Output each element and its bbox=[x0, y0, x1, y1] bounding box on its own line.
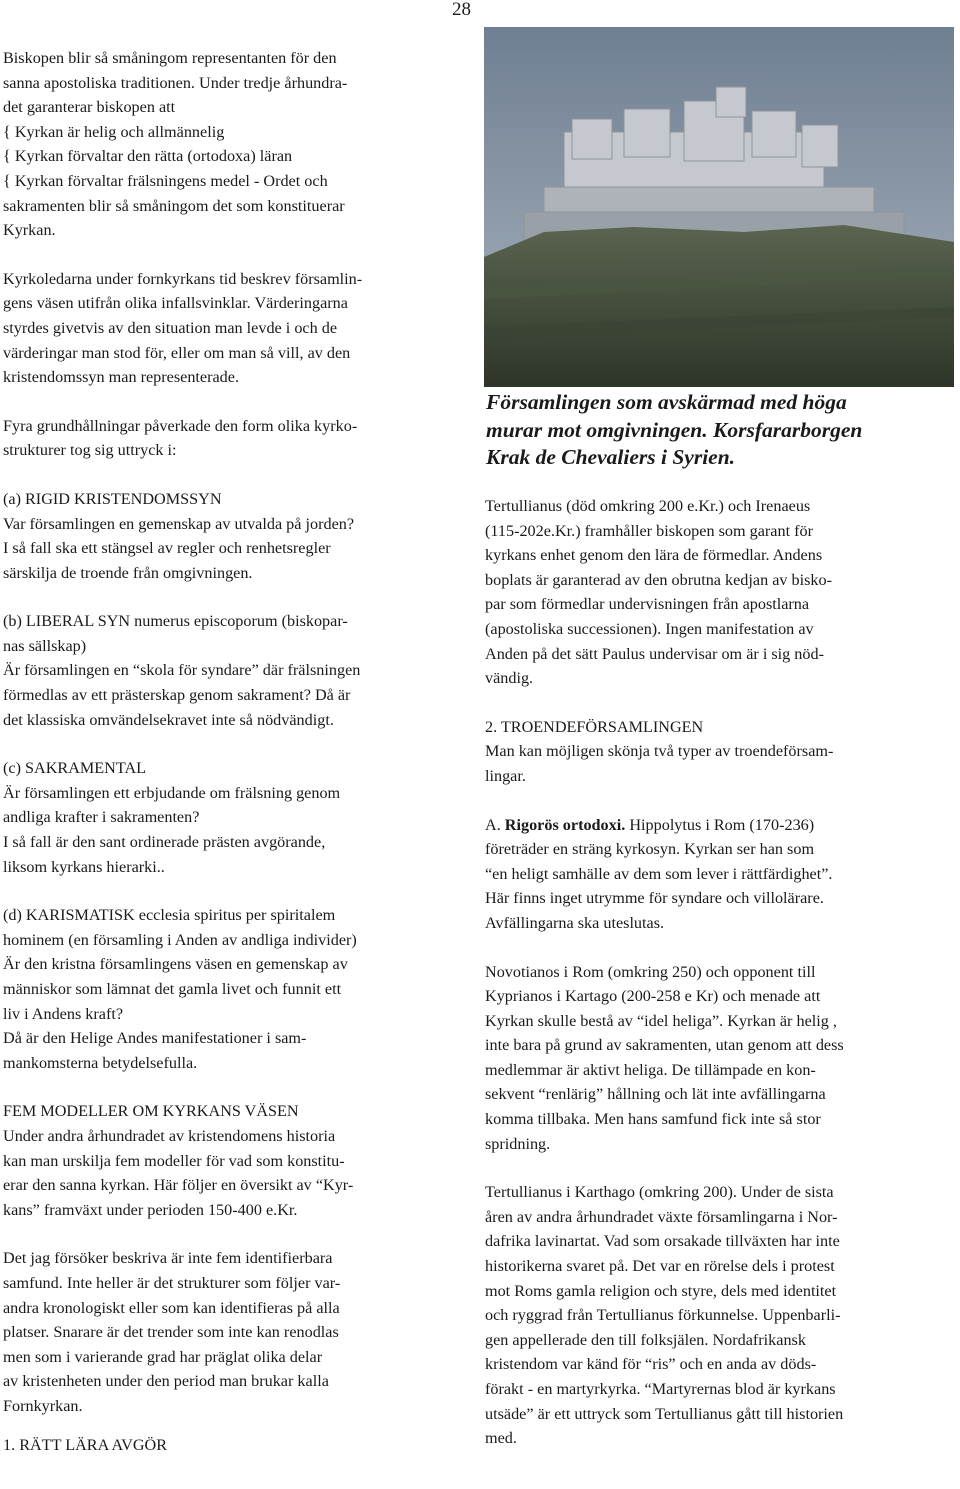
rigorous-orthodoxy-title: Rigorös ortodoxi. bbox=[504, 815, 626, 834]
rigorous-orthodoxy-label: A. bbox=[485, 815, 505, 834]
castle-photo bbox=[484, 27, 954, 387]
five-models-paragraph: FEM MODELLER OM KYRKANS VÄSEN Under andra århundradet av kristendomens historia kan man urskilja fem modeller för vad som konstitu- erar den sanna kyrkan. Här följer en översikt av “Kyr- kans” framväxt under perioden 150-400 e.Kr. bbox=[3, 1102, 354, 1219]
four-positions-paragraph: Fyra grundhållningar påverkade den form olika kyrko- strukturer tog sig uttryck i: bbox=[3, 416, 358, 460]
section-heading-correct-doctrine: 1. RÄTT LÄRA AVGÖR bbox=[3, 1435, 167, 1454]
church-leaders-paragraph: Kyrkoledarna under fornkyrkans tid beskrev församlin- gens väsen utifrån olika infallsvinklar. Värderingarna styrdes givetvis av den situation man levde i och de värderingar man stod för, eller om man så vill, av den kristendomssyn man representerade. bbox=[3, 269, 363, 387]
rigorous-orthodoxy-paragraph bbox=[485, 813, 945, 936]
page-number: 28 bbox=[452, 0, 471, 20]
believers-church-paragraph: 2. TROENDEFÖRSAMLINGEN Man kan möjligen skönja två typer av troendeförsam- lingar. bbox=[485, 717, 834, 785]
novotianos-paragraph: Novotianos i Rom (omkring 250) och opponent till Kyprianos i Kartago (200-258 e Kr) och menade att Kyrkan skulle bestå av “idel heliga”. Kyrkan är helig , inte bara på grund av sakramenten, utan genom att dess medlemmar är aktivt heliga. De tillämpade en kon- sekvent “renlärig” hållning och lät inte avfällingarna komma tillbaka. Men hans samfund fick inte så stor spridning. bbox=[485, 962, 844, 1153]
photo-hill bbox=[484, 225, 954, 387]
rigid-view-paragraph: (a) RIGID KRISTENDOMSSYN Var församlingen en gemenskap av utvalda på jorden? I så fall ska ett stängsel av regler och renhetsregler särskilja de troende från omgivningen. bbox=[3, 489, 355, 582]
intro-paragraph: Biskopen blir så småningom representanten för den sanna apostoliska traditionen. Under tredje århundra- det garanterar biskopen att { Kyrkan är helig och allmännelig { Kyrkan förvaltar den rätta (ortodoxa) läran { Kyrkan förvaltar frälsningens medel - Ordet och sakramenten blir så småningom det som konstituerar Kyrkan. bbox=[3, 49, 348, 240]
rigorous-orthodoxy-text: Hippolytus i Rom (170-236) företräder en sträng kyrkosyn. Kyrkan ser han som “en heligt samhälle av dem som lever i rättfärdighet”. Här finns inget utrymme för syndare och villolärare. Avfällingarna ska uteslutas. bbox=[485, 815, 833, 932]
trends-paragraph: Det jag försöker beskriva är inte fem identifierbara samfund. Inte heller är det strukturer som följer var- andra kronologiskt eller som kan identifieras på alla platser. Snarare är det trender som inte kan renodlas men som i varierande grad har präglat olika delar av kristenheten under den period man brukar kalla Fornkyrkan. bbox=[3, 1249, 341, 1415]
photo-caption: Församlingen som avskärmad med höga murar mot omgivningen. Korsfararborgen Krak de Chevaliers i Syrien. bbox=[486, 390, 863, 469]
right-column bbox=[485, 494, 945, 1451]
tertullianus-karthago-paragraph: Tertullianus i Karthago (omkring 200). Under de sista åren av andra århundradet växte församlingarna i Nor- dafrika lavinartat. Vad som orsakade tillväxten har inte historikerna svaret på. Det var en rörelse dels i protest mot Roms gamla religion och styre, dels med identitet och ryggrad från Tertullianus förkunnelse. Uppenbarli- gen appellerade den till folksjälen. Nordafrikansk kristendom var känd för “ris” och en anda av döds- förakt - en martyrkyrka. “Martyrernas blod är kyrkans utsäde” är ett uttryck som Tertullianus gått till historien med. bbox=[485, 1183, 844, 1448]
charismatic-view-paragraph: (d) KARISMATISK ecclesia spiritus per spiritalem hominem (en församling i Anden av andliga individer) Är den kristna församlingens väsen en gemenskap av människor som lämnat det gamla livet och funnit ett liv i Andens kraft? Då är den Helige Andes manifestationer i sam- mankomsterna betydelsefulla. bbox=[3, 906, 357, 1072]
sacramental-view-paragraph: (c) SAKRAMENTAL Är församlingen ett erbjudande om frälsning genom andliga krafter i sakramenten? I så fall är den sant ordinerade prästen avgörande, liksom kyrkans hierarki.. bbox=[3, 759, 341, 876]
liberal-view-paragraph: (b) LIBERAL SYN numerus episcoporum (biskopar- nas sällskap) Är församlingen en “skola för syndare” där frälsningen förmedlas av ett prästerskap genom sakrament? Då är det klassiska omvändelsekravet inte så nödvändigt. bbox=[3, 612, 361, 729]
tertullianus-irenaeus-paragraph: Tertullianus (död omkring 200 e.Kr.) och Irenaeus (115-202e.Kr.) framhåller biskopen som garant för kyrkans enhet genom den lära de förmedlar. Andens boplats är garanterad av den obrutna kedjan av bisko- par som förmedlar undervisningen från apostlarna (apostoliska successionen). Ingen manifestation av Anden på det sätt Paulus undervisar om är i sig nöd- vändig. bbox=[485, 497, 833, 688]
left-column bbox=[3, 46, 465, 1457]
